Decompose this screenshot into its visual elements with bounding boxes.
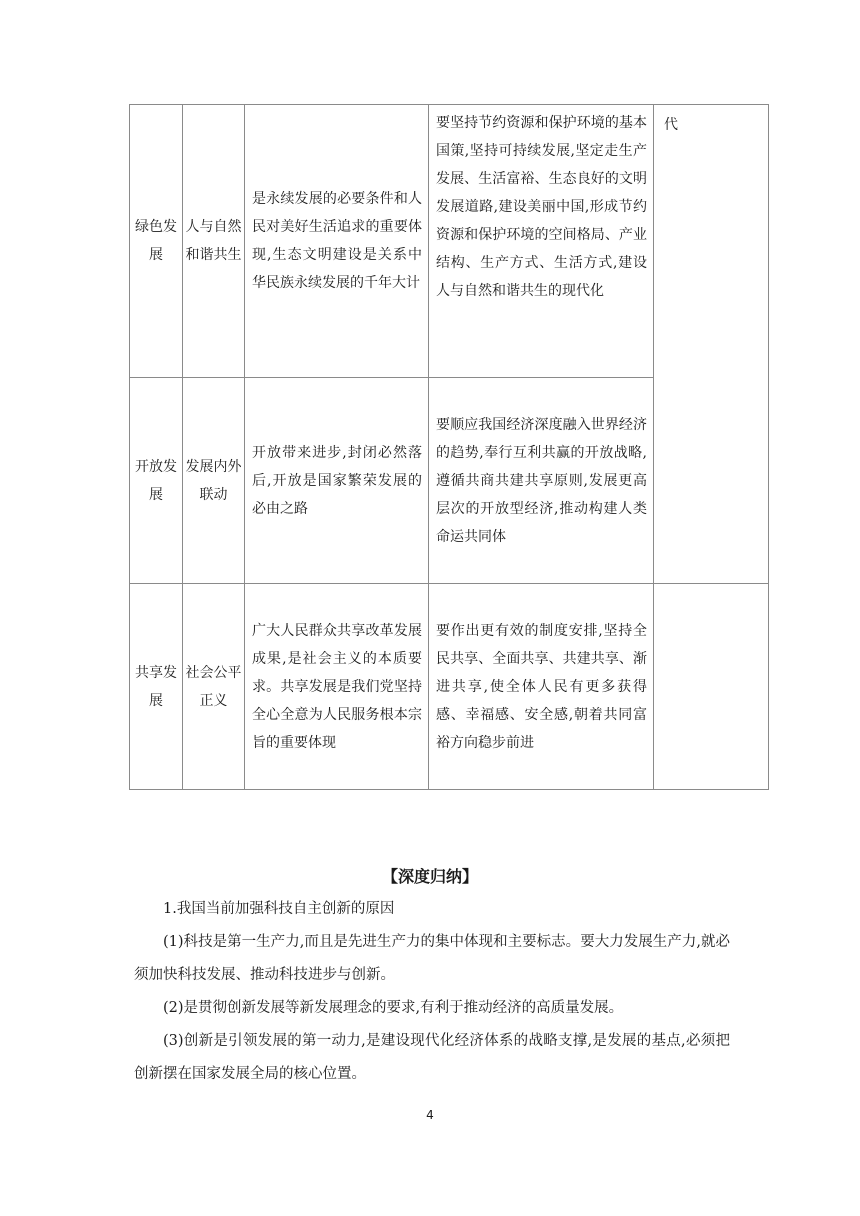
significance-cell: 开放带来进步,封闭必然落后,开放是国家繁荣发展的必由之路 <box>245 378 429 584</box>
significance-cell: 是永续发展的必要条件和人民对美好生活追求的重要体现,生态文明建设是关系中华民族永续发展的千年大计 <box>245 105 429 378</box>
empty-cell <box>654 584 769 790</box>
significance-cell: 广大人民群众共享改革发展成果,是社会主义的本质要求。共享发展是我们党坚持全心全意为人民服务根本宗旨的重要体现 <box>245 584 429 790</box>
summary-point-1: (1)科技是第一生产力,而且是先进生产力的集中体现和主要标志。要大力发展生产力,就必须加快科技发展、推动科技进步与创新。 <box>134 934 730 983</box>
requirement-cell: 要顺应我国经济深度融入世界经济的趋势,奉行互利共赢的开放战略,遵循共商共建共享原则,发展更高层次的开放型经济,推动构建人类命运共同体 <box>429 378 654 584</box>
goal-cell: 发展内外联动 <box>183 378 245 584</box>
table-row <box>130 584 769 790</box>
summary-point-3: (3)创新是引领发展的第一动力,是建设现代化经济体系的战略支撑,是发展的基点,必须把创新摆在国家发展全局的核心位置。 <box>134 1033 730 1082</box>
section-heading: 【深度归纳】 <box>381 867 478 886</box>
requirement-cell: 要作出更有效的制度安排,坚持全民共享、全面共享、共建共享、渐进共享,使全体人民有更多获得感、幸福感、安全感,朝着共同富裕方向稳步前进 <box>429 584 654 790</box>
page-number: 4 <box>426 1108 434 1122</box>
new-development-concepts-table <box>129 104 769 790</box>
goal-cell: 社会公平正义 <box>183 584 245 790</box>
requirement-cell: 要坚持节约资源和保护环境的基本国策,坚持可持续发展,坚定走生产发展、生活富裕、生态良好的文明发展道路,建设美丽中国,形成节约资源和保护环境的空间格局、产业结构、生产方式、生活方式,建设人与自然和谐共生的现代化 <box>429 105 654 378</box>
concept-cell: 绿色发展 <box>130 105 183 378</box>
concept-cell: 开放发展 <box>130 378 183 584</box>
summary-subtitle: 1.我国当前加强科技自主创新的原因 <box>163 901 395 917</box>
summary-point-2: (2)是贯彻创新发展等新发展理念的要求,有利于推动经济的高质量发展。 <box>163 1000 624 1016</box>
table-row <box>130 105 769 378</box>
concept-cell: 共享发展 <box>130 584 183 790</box>
goal-cell: 人与自然和谐共生 <box>183 105 245 378</box>
continuation-cell: 代 <box>654 105 769 584</box>
